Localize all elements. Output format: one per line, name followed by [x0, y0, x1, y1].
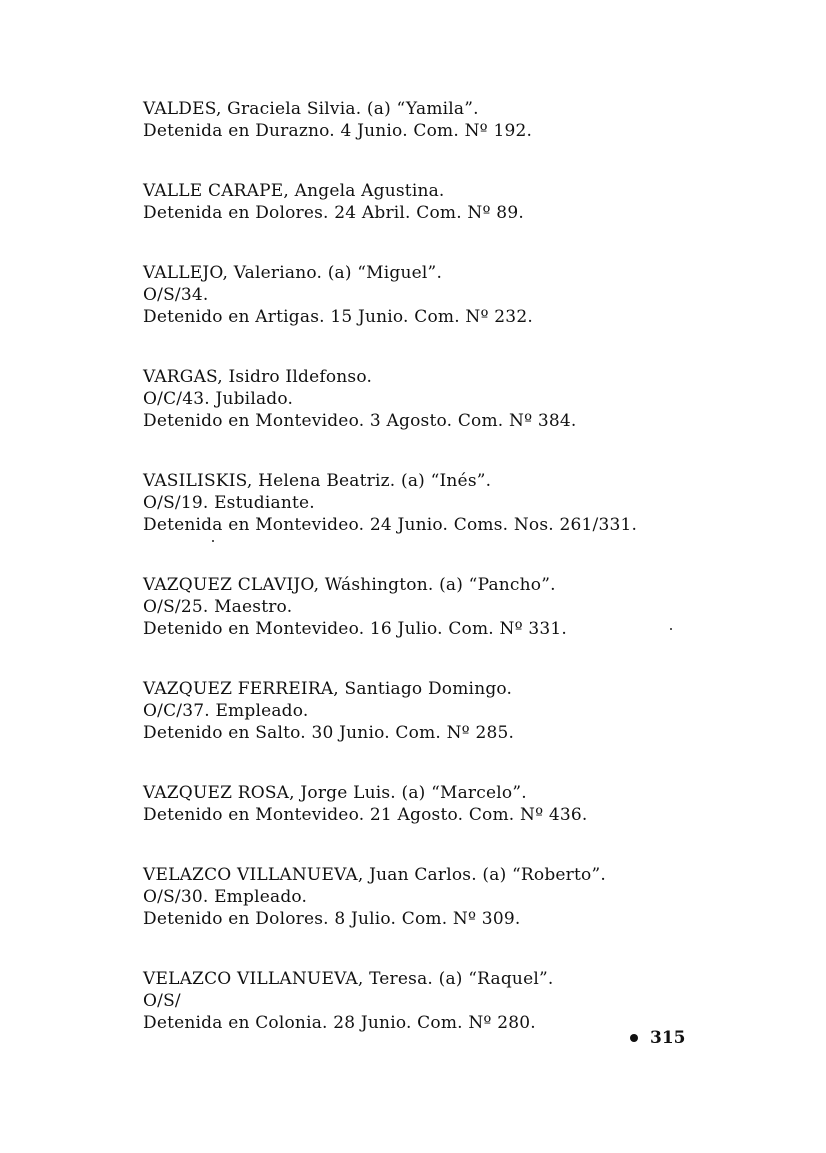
entry-detail-line: Detenido en Montevideo. 16 Julio. Com. Nº 331.	[143, 619, 568, 639]
entry-name-line: VALLEJO, Valeriano. (a) “Miguel”.	[143, 263, 443, 283]
entry-name-line: VALDES, Graciela Silvia. (a) “Yamila”.	[143, 99, 479, 119]
entry-list	[143, 98, 763, 1072]
entry	[143, 782, 763, 826]
entry-detail-line: O/S/	[143, 991, 181, 1011]
bullet-icon	[630, 1034, 638, 1042]
entry-detail-line: Detenida en Colonia. 28 Junio. Com. Nº 280.	[143, 1013, 536, 1033]
entry-detail-line: Detenida en Durazno. 4 Junio. Com. Nº 192.	[143, 121, 533, 141]
entry-name-line: VAZQUEZ CLAVIJO, Wáshington. (a) “Pancho”.	[143, 575, 556, 595]
entry-detail-line: O/C/43. Jubilado.	[143, 389, 294, 409]
entry	[143, 180, 763, 224]
page-footer	[630, 1028, 686, 1048]
entry	[143, 366, 763, 432]
entry	[143, 262, 763, 328]
entry-name-line: VAZQUEZ FERREIRA, Santiago Domingo.	[143, 679, 513, 699]
entry-detail-line: Detenida en Dolores. 24 Abril. Com. Nº 89.	[143, 203, 524, 223]
entry-name-line: VASILISKIS, Helena Beatriz. (a) “Inés”.	[143, 471, 492, 491]
scan-speck	[212, 540, 214, 542]
entry	[143, 470, 763, 536]
entry-name-line: VELAZCO VILLANUEVA, Juan Carlos. (a) “Roberto”.	[143, 865, 606, 885]
entry-detail-line: O/S/25. Maestro.	[143, 597, 293, 617]
entry-detail-line: O/C/37. Empleado.	[143, 701, 309, 721]
entry-detail-line: O/S/34.	[143, 285, 209, 305]
entry-detail-line: O/S/30. Empleado.	[143, 887, 308, 907]
entry-detail-line: Detenido en Salto. 30 Junio. Com. Nº 285.	[143, 723, 515, 743]
entry-name-line: VELAZCO VILLANUEVA, Teresa. (a) “Raquel”.	[143, 969, 554, 989]
entry-detail-line: O/S/19. Estudiante.	[143, 493, 315, 513]
entry-detail-line: Detenido en Artigas. 15 Junio. Com. Nº 232.	[143, 307, 533, 327]
entry	[143, 98, 763, 142]
entry-detail-line: Detenido en Montevideo. 3 Agosto. Com. Nº 384.	[143, 411, 577, 431]
page-number: 315	[650, 1028, 686, 1048]
entry	[143, 968, 763, 1034]
entry-name-line: VAZQUEZ ROSA, Jorge Luis. (a) “Marcelo”.	[143, 783, 527, 803]
entry-detail-line: Detenido en Montevideo. 21 Agosto. Com. Nº 436.	[143, 805, 588, 825]
entry-name-line: VARGAS, Isidro Ildefonso.	[143, 367, 373, 387]
entry-detail-line: Detenido en Dolores. 8 Julio. Com. Nº 309.	[143, 909, 521, 929]
entry-name-line: VALLE CARAPE, Angela Agustina.	[143, 181, 445, 201]
entry	[143, 574, 763, 640]
entry	[143, 864, 763, 930]
entry	[143, 678, 763, 744]
scan-speck	[670, 628, 672, 630]
entry-detail-line: Detenida en Montevideo. 24 Junio. Coms. Nos. 261/331.	[143, 515, 638, 535]
